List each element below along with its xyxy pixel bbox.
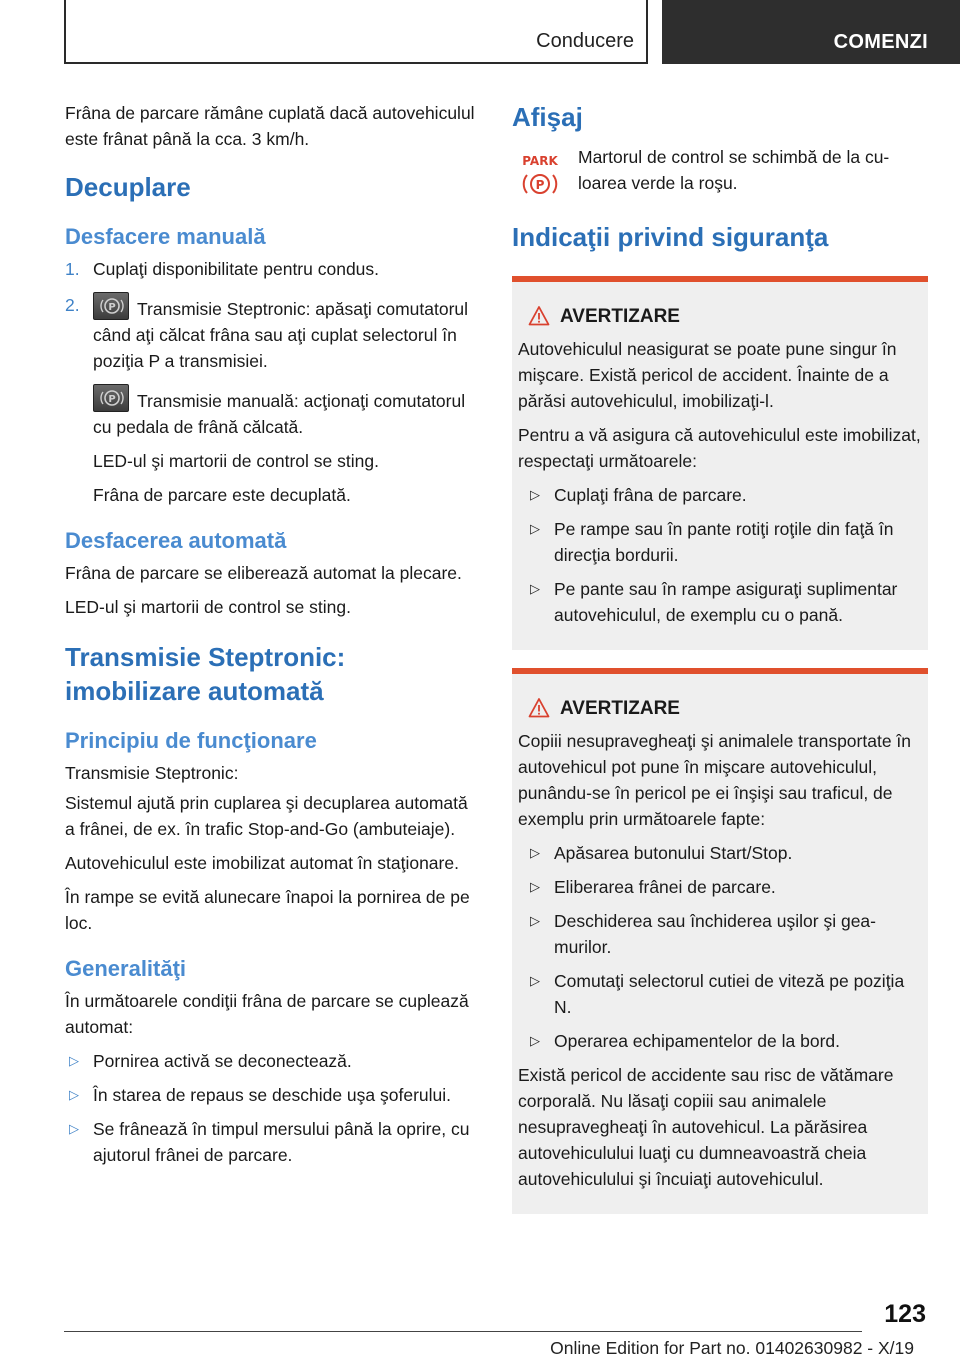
warning-triangle-icon <box>528 305 550 327</box>
step-2-led-text: LED-ul şi martorii de control se sting. <box>93 451 379 471</box>
bullet-triangle-icon: ▷ <box>69 1087 79 1102</box>
bullet-triangle-icon: ▷ <box>530 581 540 596</box>
svg-text:PARK: PARK <box>522 154 558 168</box>
warning-box-2 <box>512 668 928 1214</box>
warning-1-title: AVERTIZARE <box>560 306 680 327</box>
header-section-box <box>64 0 648 64</box>
warning-1-text-2: Pentru a vă asigura că autovehiculul este imobilizat, respectaţi următoarele: <box>518 425 921 471</box>
principle-heading: Principiu de funcţionare <box>65 728 317 753</box>
header-chapter-box <box>662 0 960 64</box>
step-1-text: Cuplaţi disponibilitate pentru condus. <box>93 259 380 279</box>
footer-divider <box>64 1331 862 1332</box>
bullet-triangle-icon: ▷ <box>530 1033 540 1048</box>
display-heading: Afişaj <box>512 102 583 132</box>
list-item: ▷ Apăsarea butonului Start/Stop. <box>518 840 922 866</box>
list-item: ▷ Deschiderea sau închiderea uşilor şi geamurilor. <box>518 908 922 960</box>
auto-release-text: Frâna de parcare se eliberează automat la plecare. <box>65 563 462 583</box>
step-1-number: 1. <box>65 259 80 279</box>
steptronic-heading: Transmisie Steptronic: imobilizare automată <box>65 642 346 706</box>
step-2-released-text: Frâna de parcare este decuplată. <box>93 485 351 505</box>
general-conditions-list <box>65 1048 480 1168</box>
parking-brake-button-icon <box>93 292 129 320</box>
safety-heading: Indicaţii privind siguranţa <box>512 222 829 252</box>
footer-edition-text: Online Edition for Part no. 01402630982 - X/19 <box>550 1338 914 1358</box>
list-item: ▷ Pornirea activă se deconectează. <box>65 1048 480 1074</box>
list-item: ▷ Eliberarea frânei de parcare. <box>518 874 922 900</box>
bullet-triangle-icon: ▷ <box>530 973 540 988</box>
page-number: 123 <box>884 1300 926 1328</box>
list-item: ▷ Pe rampe sau în pante rotiţi roţile din faţă în direcţia bordurii. <box>518 516 922 568</box>
warning-2-title: AVERTIZARE <box>560 698 680 719</box>
parking-brake-button-icon <box>93 384 129 412</box>
bullet-triangle-icon: ▷ <box>530 521 540 536</box>
warning-2-text-2: Există pericol de accidente sau risc de vătămare corporală. Nu lăsaţi copiii sau animalele nesupravegheaţi în autovehicul. La părăsirea autovehiculului luaţi cu dumneavoastră cheia autovehiculului şi încuiaţi autovehiculul. <box>518 1065 894 1189</box>
principle-text-2: Sistemul ajută prin cuplarea şi decuplarea automată a frânei, de ex. în trafic Stop-and-Go (ambuteiaje). <box>65 793 468 839</box>
step-2-continued <box>65 384 480 508</box>
step-2-text: Transmisie Steptronic: apăsaţi comutatorul când aţi călcat frâna sau aţi cuplat selectorul în poziţia P a transmisiei. <box>93 299 469 371</box>
header-chapter-title: COMENZI <box>833 31 928 53</box>
right-column <box>512 100 928 1232</box>
auto-release-heading: Desfacerea automată <box>65 528 287 553</box>
park-indicator-icon <box>518 152 562 200</box>
general-heading: Generalităţi <box>65 956 187 981</box>
svg-text:P: P <box>108 394 116 405</box>
warning-1-text-1: Autovehiculul neasigurat se poate pune singur în mişcare. Există pericol de accident. Înainte de a părăsi autovehiculul, imobilizaţi-l. <box>518 339 897 411</box>
bullet-triangle-icon: ▷ <box>530 913 540 928</box>
bullet-triangle-icon: ▷ <box>69 1121 79 1136</box>
manual-steps-list <box>65 256 480 374</box>
step-2-manual-text: Transmisie manuală: acţionaţi comutatorul cu pedala de frână călcată. <box>93 391 466 437</box>
step-2 <box>65 292 480 374</box>
warning-1-list <box>518 482 922 628</box>
left-column <box>65 100 480 1176</box>
decuplare-heading: Decuplare <box>65 172 191 202</box>
list-item: ▷ Comutaţi selectorul cutiei de viteză pe poziţia N. <box>518 968 922 1020</box>
bullet-triangle-icon: ▷ <box>530 879 540 894</box>
display-text: Martorul de control se schimbă de la culoarea verde la roşu. <box>578 147 890 193</box>
warning-2-text-1: Copiii nesupravegheaţi şi animalele transportate în autovehicul pot pune în mişcare autovehiculul, punându-se în pericol pe ei înşişi sau traficul, de exemplu prin următoarele fapte: <box>518 731 912 829</box>
auto-release-led-text: LED-ul şi martorii de control se sting. <box>65 597 351 617</box>
principle-text-3: Autovehiculul este imobilizat automat în staţionare. <box>65 853 459 873</box>
bullet-triangle-icon: ▷ <box>530 845 540 860</box>
warning-box-1 <box>512 276 928 650</box>
list-item: ▷ Pe pante sau în rampe asiguraţi suplimentar autovehiculul, de exemplu cu o pană. <box>518 576 922 628</box>
principle-text-4: În rampe se evită alunecare înapoi la pornirea de pe loc. <box>65 887 470 933</box>
svg-text:P: P <box>535 178 545 192</box>
list-item: ▷ Operarea echipamentelor de la bord. <box>518 1028 922 1054</box>
step-1 <box>65 256 480 282</box>
warning-2-list <box>518 840 922 1054</box>
list-item: ▷ În starea de repaus se deschide uşa şoferului. <box>65 1082 480 1108</box>
list-item: ▷ Se frânează în timpul mersului până la oprire, cu ajutorul frânei de parcare. <box>65 1116 480 1168</box>
list-item: ▷ Cuplaţi frâna de parcare. <box>518 482 922 508</box>
svg-text:P: P <box>108 302 116 313</box>
manual-release-heading: Desfacere manuală <box>65 224 266 249</box>
intro-text: Frâna de parcare rămâne cuplată dacă autovehiculul este frânat până la cca. 3 km/h. <box>65 103 475 149</box>
bullet-triangle-icon: ▷ <box>530 487 540 502</box>
step-2-number: 2. <box>65 295 80 315</box>
principle-text-1: Transmisie Steptronic: <box>65 763 239 783</box>
general-text: În următoarele condiţii frâna de parcare se cuplează automat: <box>65 991 469 1037</box>
warning-triangle-icon <box>528 697 550 719</box>
bullet-triangle-icon: ▷ <box>69 1053 79 1068</box>
header-section-title: Conducere <box>536 30 634 52</box>
display-row <box>512 144 928 200</box>
